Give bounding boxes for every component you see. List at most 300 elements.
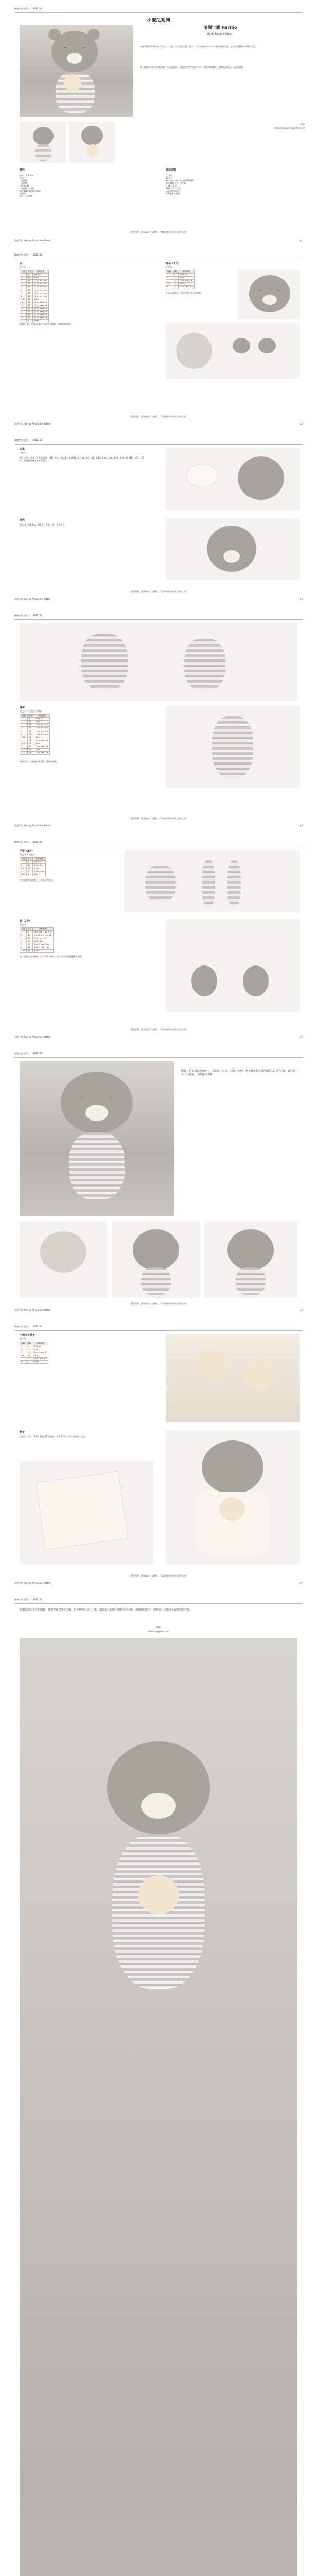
table-cell: 30 [28,730,34,733]
table-cell: 6 [27,931,33,934]
materials-list [20,174,143,197]
designer-credit: 原创作者: Amy @ Amigurumi Pattern [14,824,51,827]
shop-header: 咖咖空间 仓库号：18432786 [14,841,42,843]
page-assembly [11,1049,306,1317]
table-cell: 12-13 [20,742,28,745]
table-cell: 36 [27,304,33,308]
table-cell: (5 sc, inc) x 6 [33,292,49,295]
arm-yarn: 灰色线 + 白色线 [20,853,35,856]
table-cell: 23 [20,317,27,320]
muzzle-photo [166,448,300,510]
column-header: 行数 [20,858,27,861]
table-cell: 36 sc [34,736,50,739]
table-cell: MR 6 sc [32,1345,48,1348]
cover-photo-2 [20,122,66,163]
bear-head [133,1229,179,1270]
designer-credit: 原创作者: Amy @ Amigurumi Pattern [14,422,51,425]
head-title: 头 [20,262,23,265]
table-cell: 48 [27,298,33,301]
table-cell: 3-4 [20,867,27,870]
column-header: 针数 [27,858,33,861]
table-cell: 3 [20,280,27,283]
arm-note: 手臂前端少量填充，上半部分不填充。 [20,879,55,882]
assembled-bear-photo [20,1061,174,1216]
table-cell: (2 sc, inc) x 6 [34,727,50,730]
table-cell: 6 inc [179,277,195,280]
table-cell: 18 [20,301,27,304]
table-cell: 5 [20,730,28,733]
table-cell: 14 [20,745,28,749]
abbr-item: sl st 引拔针 [166,184,177,187]
header-rule [14,444,303,445]
head-table [20,270,49,323]
table-cell: 8 [27,870,33,873]
bear-muzzle [67,53,82,64]
story-text: 和小伙伴们的约会在哪里呢？无论去哪里，小熊都会带着它的小伙伴。祝你钩织愉快，希望你喜欢这个可爱的图解。 [140,66,245,69]
table-cell: 7 [20,1358,26,1361]
table-cell: (4 sc, inc) x 6 [33,289,49,292]
table-cell: 24 [27,283,33,286]
pattern-title: 哈瑞宝熊 Haribo [203,25,237,30]
bear-head [249,275,290,312]
abbr-list [166,174,300,195]
table-cell: 10 [27,867,33,870]
ear-photo [166,323,300,379]
table-cell: 3 [166,280,172,283]
shop-header: 咖咖空间 仓库号：18432786 [14,1325,42,1328]
material-item: 钩针：2.5mm [20,174,33,177]
table-cell: 9-17 [20,298,27,301]
table-cell: (3 sc, dec) x 6 [34,745,50,749]
table-row [20,873,46,876]
tail-text: 灰色线，MR 6 sc，第2-3行 6 sc，收针留线缝合。 [20,523,67,526]
table-cell: (1 sc, inc) x 6 [179,280,195,283]
table-cell: 1 [20,861,27,864]
table-cell: 19 [20,304,27,308]
abbr-item: MR 魔术环起针 [166,192,180,195]
bear-eye-left [81,1097,82,1098]
table-cell: 6-14 [20,873,27,876]
bear-body [236,1267,266,1295]
bear-eye-left [65,47,66,48]
table-cell: 2 [20,1348,26,1351]
table-cell: 1 [20,274,27,277]
body-photo-2 [166,706,300,788]
column-header: 钩织说明 [33,270,49,274]
byline: By Amigurumi Pattern [207,33,233,36]
bear-body [184,639,225,690]
head-note: 第9行之后，在第12-13行之间安装眼睛，两眼间隔约8针。 [20,323,74,325]
shop-header: 咖咖空间 仓库号：18432786 [14,1052,42,1055]
arm-table [20,857,46,876]
designer-credit: 原创作者: Amy @ Amigurumi Pattern [14,1582,51,1584]
column-header: 针数 [27,928,33,931]
table-cell: 6 [20,733,28,736]
head-assembled-photo [166,518,300,580]
table-cell: 14 sc [33,950,53,953]
mini-bear [86,144,99,157]
bear-arm [202,860,215,907]
table-cell: 15-16 [20,749,28,752]
leg-photo [166,919,300,1012]
legal-notice: 版权所有，图案仅限个人使用，严禁转载分享或用于商业目的 [131,590,186,593]
table-cell: 2 [20,934,27,937]
table-cell: (3 sc, inc) x 6 [33,286,49,289]
column-header: 钩织说明 [34,715,50,718]
abbr-item: dec 减针（短针2并1） [166,182,187,184]
page-head [11,250,306,431]
bear-head [81,126,103,145]
blanket [36,1471,128,1550]
table-cell: 6 [26,1345,32,1348]
table-cell: (6 sc, inc) x 6 [33,295,49,298]
bear-eye-right [83,47,84,48]
table-cell: (4 sc, inc) x 6 [34,733,50,736]
bear-ear-right [258,338,276,353]
column-header: 行数 [20,928,27,931]
table-cell: 7-10 [20,736,28,739]
materials-title: 材料 [20,168,25,172]
table-cell: 11 [20,739,28,742]
blanket-title: 毯子 [20,1431,25,1434]
table-cell: 30 [27,308,33,311]
table-row [20,752,50,755]
table-cell: 22 [20,314,27,317]
table-cell: 5 [20,286,27,289]
ear-table [166,270,195,289]
designer-credit: 原创作者: Amy @ Amigurumi Pattern [14,1309,51,1311]
page-cover [11,4,306,246]
legal-notice: 版权所有，图案仅限个人使用，严禁转载分享或用于商业目的 [131,1028,186,1031]
table-cell: 12 [172,286,179,289]
bear-head [61,1072,133,1133]
closing-photo [20,1638,297,2576]
contact-email[interactable]: hitomiru@gmail.com [148,1630,169,1633]
table-cell: 18 sc [179,283,195,286]
bear-eye-left [260,290,261,291]
table-cell: 36 [28,736,34,739]
page-body [11,611,306,833]
table-cell: 6 inc [34,721,50,724]
page-number: p.3 [299,598,303,600]
shop-header: 咖咖空间 仓库号：18432786 [14,253,42,256]
table-cell: 6 dec [33,320,49,323]
bear-eye-right [278,290,279,291]
table-cell: 24 [28,745,34,749]
table-cell: (3 sc, dec) x 6 [33,311,49,314]
page-number: p.5 [299,1036,303,1038]
bear-muzzle [262,295,277,305]
bear-head [238,456,284,500]
table-cell: (1 sc, inc) x 7 [33,937,53,940]
table-cell: 30 [27,286,33,289]
table-cell: 4-6 [20,1354,26,1358]
page-number: p.4 [299,824,303,827]
table-cell: 17 [20,752,28,755]
leg-yarn: 灰色线 [20,923,26,926]
table-cell: (6 sc, dec) x 6 [33,301,49,304]
mini-bear [219,1497,245,1521]
table-cell: (4 sc, dec) x 6 [34,739,50,742]
material-item: - 米色线（小熊） [20,187,36,190]
mini-table [20,1342,48,1364]
table-cell: 20 [27,937,33,940]
table-cell: 8 [20,295,27,298]
mini-bear [64,74,81,92]
table-cell: 6 inc [32,1348,48,1351]
table-cell: 3 [20,1351,26,1354]
table-cell: 21 [20,311,27,314]
column-header: 行数 [20,715,28,718]
table-cell: 6 sc, 3 dec, 8 sc [33,943,53,946]
tail-title: 尾巴 [20,519,25,522]
muzzle-title: 口鼻 [20,448,25,451]
table-cell: 6 [27,274,33,277]
bear-body [141,1267,171,1295]
head-yarn: 灰色线 [20,266,26,268]
column-header: 行数 [166,270,172,274]
table-cell: 48 [27,295,33,298]
column-header: 行数 [20,1342,26,1345]
shop-header: 咖咖空间 仓库号：18432786 [14,1598,42,1601]
mini-bear-photo [166,1334,300,1422]
muzzle-piece [186,464,218,487]
body-table [20,714,50,755]
material-item: - 白色线 [20,182,27,184]
table-cell: (3 sc, inc) x 6 [34,730,50,733]
mini-bear-head [197,1350,227,1379]
page-number: p.6 [299,1309,303,1311]
page-closing [11,1595,306,2576]
page-mini-bear [11,1322,306,1590]
table-cell: 4 sc, 3 dec, 7 sc [33,946,53,950]
table-cell: 6 [172,274,179,277]
table-row [20,950,54,953]
head-photo [238,270,300,319]
table-cell: 36 [28,733,34,736]
material-item: 填充棉 [20,192,26,195]
mini-bear [138,1875,179,1914]
table-cell: 24 sc [34,749,50,752]
body-title: 身体 [20,706,25,709]
table-cell: 17 [27,943,33,946]
table-cell: 12 [26,1348,32,1351]
table-cell: 3 [20,937,27,940]
bear-head [202,1440,263,1494]
table-cell: 18 sc [32,1354,48,1358]
leg-title: 腿（2个） [20,920,32,923]
bear-head [207,526,256,572]
table-cell: (1 sc, dec) x 6 [33,317,49,320]
contact-link[interactable]: https://amigurumipattern.net [274,127,305,129]
table-cell: 1 [20,1345,26,1348]
material-item: 缝针、记号扣 [20,195,32,197]
header-rule [14,1603,303,1604]
contact-label: Amy [300,123,305,125]
column-header: 钩织说明 [33,928,53,931]
table-cell: 6 [27,320,33,323]
mini-yarn: 米色线 [20,1337,26,1340]
shop-header: 咖咖空间 仓库号：18432786 [14,7,42,10]
table-cell: 18 [26,1354,32,1358]
table-cell: 24 [28,727,34,730]
table-cell: 20 [20,308,27,311]
bear-body [35,144,51,161]
bear-muzzle [85,1105,108,1121]
material-item: 安全眼睛 6mm / 4mm [20,190,41,192]
legal-notice: 版权所有，图案仅限个人使用，严禁转载分享或用于商业目的 [131,1302,186,1305]
ear-note: 耳朵无需填充，对折后缝合到头部两侧。 [166,292,203,294]
table-cell: 6 [28,718,34,721]
table-cell: MR 6 sc [34,718,50,721]
column-header: 针数 [26,1342,32,1345]
designer-credit: 原创作者: Amy @ Amigurumi Pattern [14,1036,51,1038]
bear-muzzle [141,1793,176,1819]
column-header: 针数 [172,270,179,274]
body-photo [20,623,297,701]
blanket-photo [20,1461,153,1564]
bear-head [227,1229,274,1270]
table-cell: 2 [166,277,172,280]
table-cell: 18 [172,280,179,283]
page-number: p.1 [299,239,303,242]
legal-notice: 版权所有，图案仅限个人使用，严禁转载分享或用于商业目的 [131,415,186,418]
table-cell: 5 [20,870,27,873]
table-cell: 12 [27,317,33,320]
body-yarn: 灰色线 + 白色线（条纹） [20,710,43,713]
abbr-item: inc 加针（同一针内钩2针短针） [166,179,196,182]
table-cell: 3 [20,724,28,727]
header-rule [14,619,303,620]
table-cell: 30 [28,742,34,745]
table-cell: 4 [20,283,27,286]
table-cell: 4 inc, 2 sc [33,864,45,867]
table-cell: 30 sc [34,742,50,745]
table-cell: (1 sc, inc) x 6 [33,280,49,283]
page-number: p.2 [299,422,303,425]
table-cell: ch 4, inc, 1 sc, 3 sc [33,931,53,934]
table-cell: 18 [28,752,34,755]
table-cell: 18 [27,280,33,283]
table-cell: (1 sc, dec) x 6 [179,286,195,289]
table-cell: 6 inc [33,277,49,280]
table-cell: 18 [172,283,179,286]
bear-body [81,634,128,690]
table-cell: 12 [172,277,179,280]
table-cell: 14 [27,950,33,953]
assembly-text: 组装：把头部缝到身体上，然后缝上耳朵、口鼻与尾巴。把手臂缝在身体两侧第16行的位置。最后绣上鼻子与眉毛。小熊就完成啦！ [181,1070,298,1076]
table-cell: 36 [27,289,33,292]
header-rule [14,1057,303,1058]
assembly-photo-3 [205,1221,297,1298]
bear-leg [243,965,269,996]
table-cell: 4 [20,940,27,943]
bear-ear-left [48,29,61,40]
assembly-photo-1 [20,1221,107,1298]
bear-body [212,716,253,778]
signature: Amy [156,1626,161,1629]
table-cell: 14 [27,946,33,950]
blanket-text: 白色线，锁针 16 针，每行 15 针短针，共钩 14 行，边缘用逆短针收边。 [20,1435,87,1438]
material-item: - 浅灰色线 [20,184,29,187]
column-header: 钩织说明 [179,270,195,274]
table-cell: (5 sc, dec) x 6 [33,304,49,308]
mini-title: 小熊宝宝伙子 [20,1334,36,1337]
bear-body [145,866,176,902]
table-cell: 7-10 [20,950,27,953]
table-cell: 2 [20,721,28,724]
abbr-item: ch 锁针 [166,174,173,177]
intro-text: 小麻瓜钩针系列的第一个设计。这是一只可爱的小熊，他有一个小小的伙伴——一只缩小版的小熊。您可以用剩余线材钩织它们。 [140,45,257,48]
page-arms [11,838,306,1044]
arm-photo [125,850,300,912]
table-cell: 7 [20,292,27,295]
table-cell: 24 [28,749,34,752]
closing-text: 谢谢你购买了我的图解！希望你喜欢这份图解，也喜欢钩织这只小熊。如果你在钩织中遇到任何问题，请随时联系我。期待在社交媒体上看到你的作品。 [20,1608,192,1612]
abbr-item: FLO 只钩前半针 [166,190,181,192]
column-header: 钩织说明 [33,858,45,861]
abbr-item: BLO 只钩后半针 [166,187,181,190]
column-header: 针数 [28,715,34,718]
table-cell: (2 sc, inc) x 6 [33,283,49,286]
table-cell: (2 sc, dec) x 6 [33,314,49,317]
table-cell: 6 [27,861,33,864]
table-cell: 8 [20,1361,26,1364]
column-header: 行数 [20,270,27,274]
bear-eye-right [110,1097,111,1098]
bear-leg [191,965,217,996]
bear-muzzle [223,550,240,563]
bear-head [33,127,54,145]
bear-head [107,1741,210,1834]
bear-with-blanket-photo [166,1430,300,1564]
table-cell: 10 [27,864,33,867]
table-cell: 12 [27,277,33,280]
table-row [20,1361,48,1364]
table-cell: 8 [27,873,33,876]
muzzle-text: 锁针 4 针，从第二针开始钩织：第1行 inc, 1 sc, 3 sc in last ch, 1 sc, inc (10)；第2行 2 inc, 1 sc, 3 inc, 1 sc, inc (16)；第3行 16 sc。用黑色线绣出鼻子和嘴巴。 [20,456,144,462]
table-cell: 10 sc [33,867,45,870]
table-cell: 1 [20,931,27,934]
table-cell: 6 [26,1361,32,1364]
series-title: 小麻瓜系列 [147,18,170,23]
page-number: p.7 [299,1582,303,1584]
bear-arm [227,860,241,907]
table-cell: 2 [20,864,27,867]
arm-title: 手臂（2个） [20,850,34,853]
page-muzzle [11,436,306,606]
cover-photo [20,25,133,117]
header-rule [14,12,303,13]
mini-bear-head [243,1360,274,1389]
material-item: 毛线： [20,177,26,179]
table-cell: MR 6 sc [33,274,49,277]
table-cell: 8 sc [33,873,45,876]
table-cell: 24 [27,311,33,314]
leg-note: 第一条腿完成后断线，第二条腿不断线，直接连接两条腿继续钩身体。 [20,955,83,958]
table-row [166,286,195,289]
designer-credit: 原创作者: Amy @ Amigurumi Pattern [14,239,51,242]
table-cell: (1 sc, inc) x 6 [34,724,50,727]
shop-header: 咖咖空间 仓库号：18432786 [14,614,42,617]
table-cell: 20 [27,940,33,943]
assembly-photo-2 [112,1221,200,1298]
table-cell: 6 [166,286,172,289]
table-cell: (4 sc, dec) x 6 [33,308,49,311]
table-cell: 2 dec, 6 sc [33,870,45,873]
table-cell: 24 [20,320,27,323]
abbr-item: sc 短针 [166,177,173,179]
